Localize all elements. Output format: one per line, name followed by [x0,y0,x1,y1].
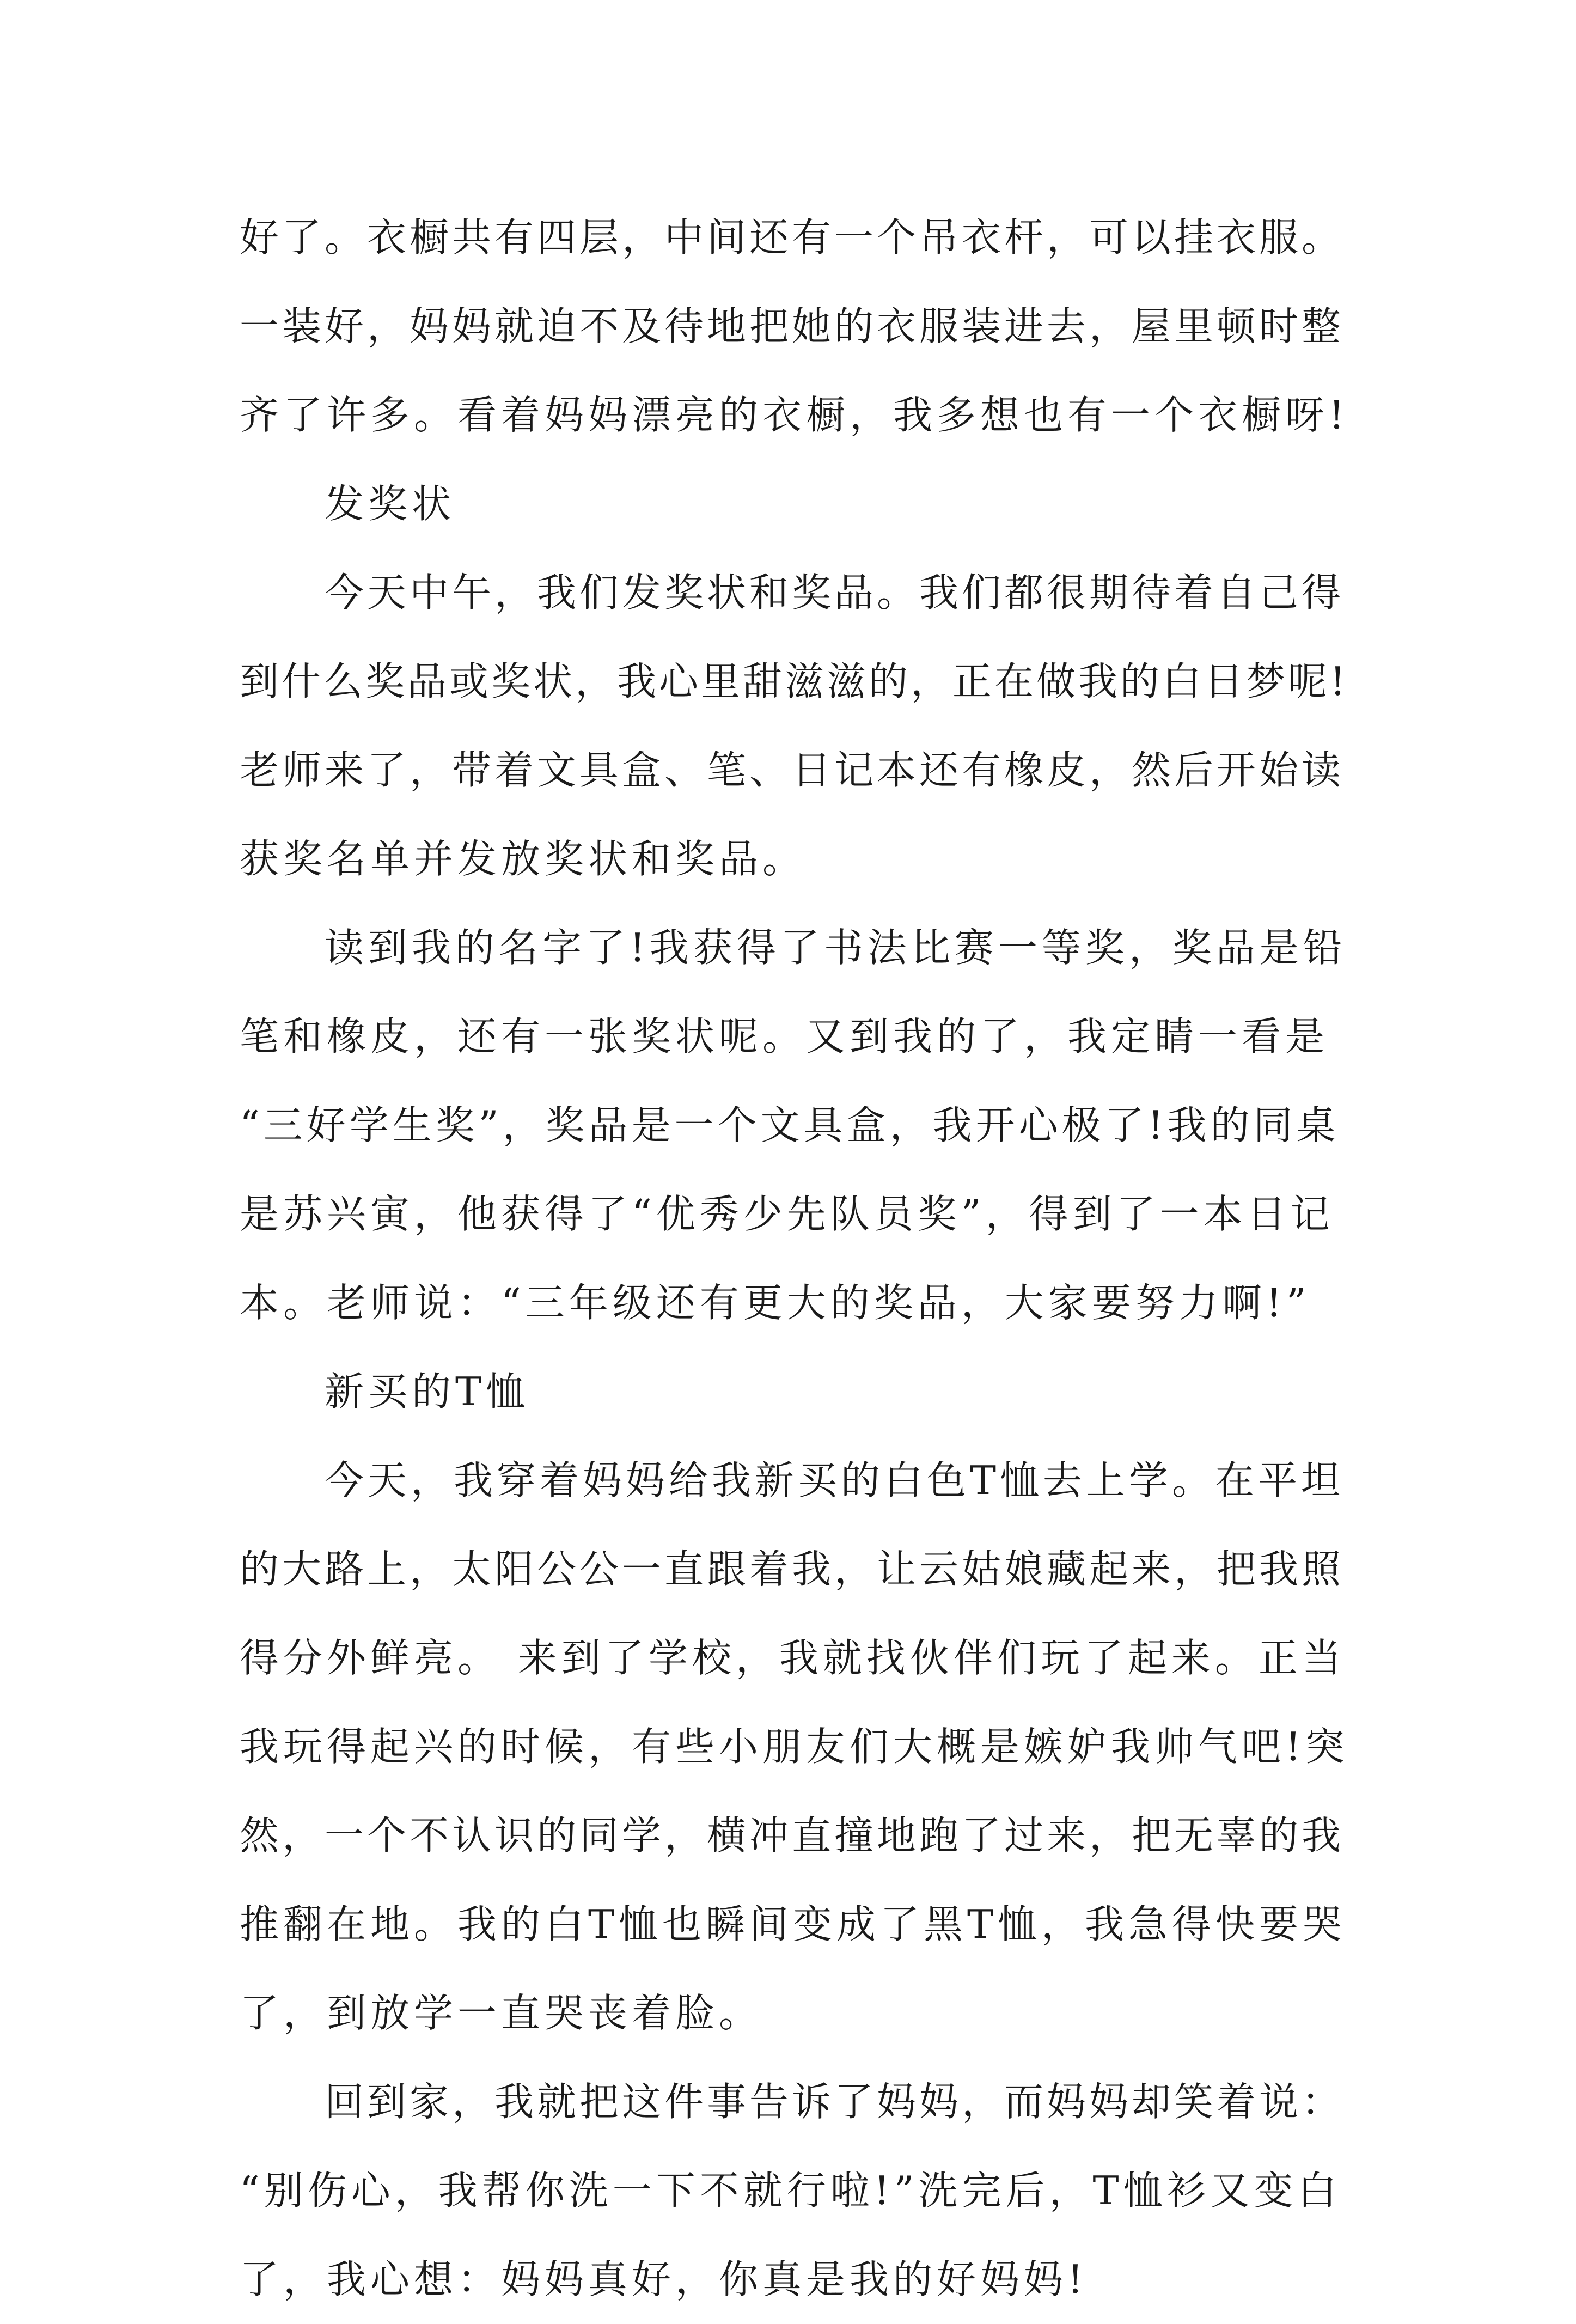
text-line: 了，到放学一直哭丧着脸。 [240,1990,763,2036]
text-line: 齐了许多。看着妈妈漂亮的衣橱，我多想也有一个衣橱呀! [240,392,1349,438]
text-line: 获奖名单并发放奖状和奖品。 [240,836,807,882]
text-line: 是苏兴寅，他获得了“优秀少先队员奖”，得到了一本日记 [240,1191,1334,1237]
text-line: 到什么奖品或奖状，我心里甜滋滋的，正在做我的白日梦呢! [240,658,1348,704]
text-line: 推翻在地。我的白T恤也瞬间变成了黑T恤，我急得快要哭 [240,1901,1347,1947]
text-line: “三好学生奖”，奖品是一个文具盒，我开心极了!我的同桌 [240,1102,1340,1148]
text-line: 了，我心想：妈妈真好，你真是我的好妈妈! [240,2256,1088,2302]
paragraph-start-line: 新买的T恤 [325,1369,530,1414]
text-line: 老师来了，带着文具盒、笔、日记本还有橡皮，然后开始读 [240,747,1345,793]
text-line: 笔和橡皮，还有一张奖状呢。又到我的了，我定睛一看是 [240,1014,1329,1059]
paragraph-start-line: 回到家，我就把这件事告诉了妈妈，而妈妈却笑着说： [325,2079,1345,2125]
paragraph-start-line: 读到我的名字了!我获得了书法比赛一等奖，奖品是铅 [325,925,1347,971]
text-line: “别伤心，我帮你洗一下不就行啦!”洗完后，T恤衫又变白 [240,2168,1341,2213]
text-line: 然，一个不认识的同学，横冲直撞地跑了过来，把无辜的我 [240,1813,1345,1858]
document-body [240,193,1349,2324]
paragraph-start-line: 发奖状 [325,481,456,527]
paragraph-start-line: 今天中午，我们发奖状和奖品。我们都很期待着自己得 [325,570,1345,615]
text-line: 一装好，妈妈就迫不及待地把她的衣服装进去，屋里顿时整 [240,303,1345,349]
text-line: 得分外鲜亮。 来到了学校，我就找伙伴们玩了起来。正当 [240,1635,1346,1681]
text-line: 的大路上，太阳公公一直跟着我，让云姑娘藏起来，把我照 [240,1546,1345,1592]
paragraph-start-line: 今天，我穿着妈妈给我新买的白色T恤去上学。在平坦 [325,1457,1345,1503]
text-line: 好了。衣橱共有四层，中间还有一个吊衣杆，可以挂衣服。 [240,215,1345,260]
text-line: 本。老师说：“三年级还有更大的奖品，大家要努力啊!” [240,1280,1311,1326]
text-line: 我玩得起兴的时候，有些小朋友们大概是嫉妒我帅气吧!突 [240,1724,1349,1770]
